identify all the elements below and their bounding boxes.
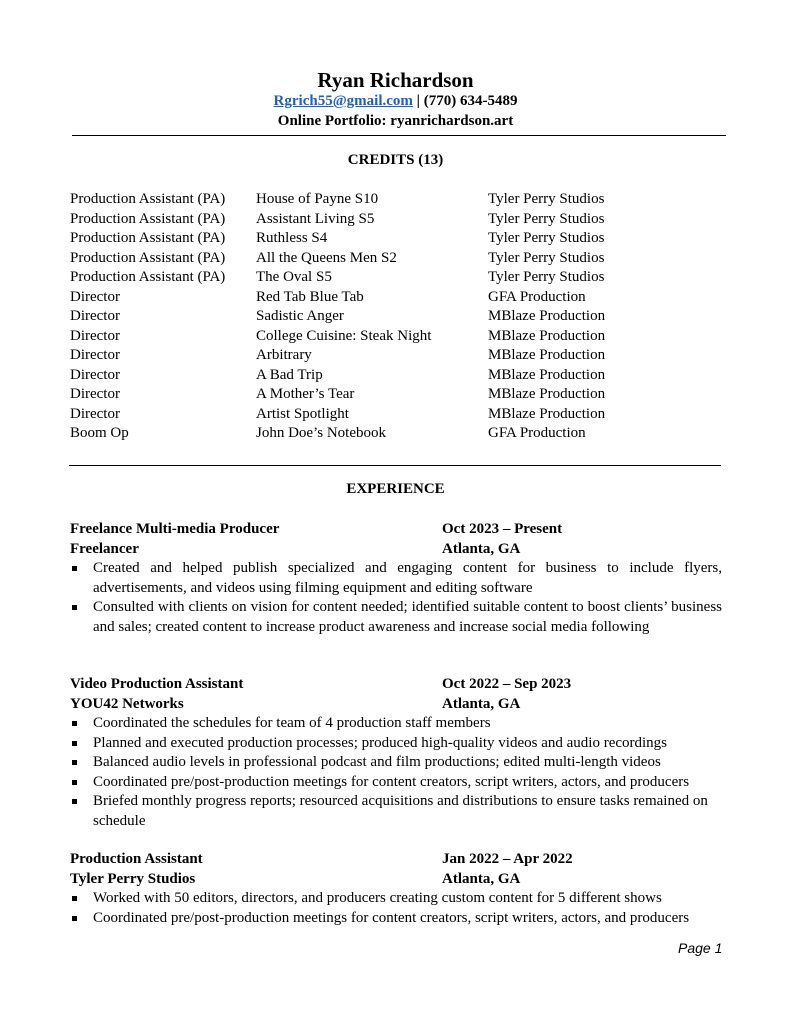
job-position: Production Assistant [70, 851, 203, 867]
credit-role: Director [70, 405, 120, 422]
credit-title: All the Queens Men S2 [256, 249, 397, 266]
bullet-icon [72, 721, 77, 726]
job-company: Tyler Perry Studios [70, 870, 196, 887]
portfolio-line: Online Portfolio: ryanrichardson.art [277, 113, 514, 129]
credit-studio: MBlaze Production [488, 405, 606, 422]
job-location: Atlanta, GA [442, 540, 521, 557]
credit-row [70, 268, 730, 288]
credit-studio: GFA Production [488, 425, 586, 441]
bullet-text: Briefed monthly progress reports; resourced acquisitions and distributions to ensure tasks remained on schedule [93, 793, 708, 829]
credit-row [70, 327, 730, 347]
credit-studio: GFA Production [488, 288, 586, 305]
credit-title: Assistant Living S5 [256, 210, 375, 227]
bullet-icon [72, 916, 77, 921]
bullet-item [70, 714, 722, 734]
bullet-item [70, 734, 722, 754]
bullet-icon [72, 566, 77, 571]
experience-heading: EXPERIENCE [346, 481, 445, 497]
credit-studio: Tyler Perry Studios [488, 269, 605, 285]
bullet-item [70, 889, 722, 909]
bullet-item [70, 773, 722, 793]
bullet-icon [72, 741, 77, 746]
experience-entry [70, 850, 722, 928]
credit-row [70, 307, 730, 327]
bullet-text: Worked with 50 editors, directors, and producers creating custom content for 5 different shows [93, 890, 662, 906]
credit-row [70, 346, 730, 366]
bullet-icon [72, 760, 77, 765]
bullet-text: Balanced audio levels in professional podcast and film productions; edited multi-length videos [93, 754, 661, 770]
credit-row [70, 366, 730, 386]
job-location: Atlanta, GA [442, 870, 521, 887]
credit-title: House of Payne S10 [256, 191, 379, 207]
bullet-icon [72, 799, 77, 804]
job-bullets [70, 714, 722, 831]
credit-title: John Doe’s Notebook [256, 425, 386, 441]
credit-role: Production Assistant (PA) [70, 249, 226, 266]
credit-title: Sadistic Anger [256, 308, 344, 324]
credit-studio: MBlaze Production [488, 347, 606, 363]
job-location: Atlanta, GA [442, 695, 521, 712]
job-company: YOU42 Networks [70, 695, 184, 712]
page-number: Page 1 [678, 940, 723, 956]
credit-role: Production Assistant (PA) [70, 230, 226, 246]
credit-role: Director [70, 288, 120, 305]
credit-role: Director [70, 347, 120, 363]
credit-row [70, 249, 730, 269]
credit-role: Production Assistant (PA) [70, 269, 226, 285]
job-dates: Jan 2022 – Apr 2022 [442, 851, 573, 867]
bullet-item [70, 598, 722, 637]
job-subheader [70, 870, 722, 890]
credit-title: A Mother’s Tear [256, 386, 355, 402]
credits-list [70, 190, 730, 444]
job-dates: Oct 2022 – Sep 2023 [442, 676, 572, 692]
credits-heading: CREDITS (13) [347, 152, 444, 168]
credit-role: Director [70, 327, 120, 344]
bullet-icon [72, 780, 77, 785]
credit-row [70, 385, 730, 405]
experience-entry [70, 520, 722, 637]
job-position: Video Production Assistant [70, 676, 244, 692]
credit-row [70, 288, 730, 308]
credit-studio: MBlaze Production [488, 308, 606, 324]
credit-row [70, 190, 730, 210]
bullet-icon [72, 605, 77, 610]
bullet-text: Created and helped publish specialized and engaging content for business to include flyers, advertisements, and videos using filming equipment and editing software [93, 560, 722, 596]
bullet-text: Consulted with clients on vision for content needed; identified suitable content to boost clients’ business and sales; created content to increase product awareness and increase social media following [93, 599, 722, 635]
credit-role: Director [70, 308, 120, 324]
credit-title: Arbitrary [256, 347, 312, 363]
credit-title: Ruthless S4 [256, 230, 328, 246]
credit-studio: MBlaze Production [488, 327, 606, 344]
credit-studio: MBlaze Production [488, 366, 606, 383]
job-header [70, 675, 722, 695]
credit-role: Production Assistant (PA) [70, 210, 226, 227]
job-company: Freelancer [70, 540, 139, 557]
credit-role: Production Assistant (PA) [70, 191, 226, 207]
credit-studio: Tyler Perry Studios [488, 230, 605, 246]
credit-studio: MBlaze Production [488, 386, 606, 402]
email-link[interactable]: Rgrich55@gmail.com [273, 93, 413, 109]
bullet-item [70, 792, 722, 831]
job-subheader [70, 540, 722, 560]
job-header [70, 850, 722, 870]
job-subheader [70, 695, 722, 715]
applicant-name: Ryan Richardson [317, 68, 474, 92]
contact-line [0, 93, 791, 110]
credit-title: The Oval S5 [256, 269, 332, 285]
credit-studio: Tyler Perry Studios [488, 249, 605, 266]
job-header [70, 520, 722, 540]
phone-number: (770) 634-5489 [423, 93, 518, 109]
credit-title: A Bad Trip [256, 366, 323, 383]
credits-divider [69, 465, 721, 466]
bullet-text: Coordinated the schedules for team of 4 production staff members [93, 715, 491, 731]
credit-row [70, 229, 730, 249]
credit-title: College Cuisine: Steak Night [256, 327, 432, 344]
credit-row [70, 424, 730, 444]
credit-role: Director [70, 386, 120, 402]
credit-title: Red Tab Blue Tab [256, 288, 364, 305]
bullet-text: Coordinated pre/post-production meetings for content creators, script writers, actors, and producers [93, 773, 690, 790]
experience-entry [70, 675, 722, 831]
bullet-text: Coordinated pre/post-production meetings for content creators, script writers, actors, and producers [93, 909, 690, 926]
job-bullets [70, 559, 722, 637]
credit-studio: Tyler Perry Studios [488, 191, 605, 207]
credit-row [70, 210, 730, 230]
credit-row [70, 405, 730, 425]
contact-separator: | [412, 93, 424, 109]
bullet-icon [72, 896, 77, 901]
bullet-text: Planned and executed production processes; produced high-quality videos and audio recordings [93, 734, 668, 751]
bullet-item [70, 909, 722, 929]
credit-studio: Tyler Perry Studios [488, 210, 605, 227]
bullet-item [70, 753, 722, 773]
header-divider [72, 135, 726, 136]
credit-title: Artist Spotlight [256, 405, 349, 422]
credit-role: Director [70, 366, 120, 383]
job-dates: Oct 2023 – Present [442, 521, 563, 537]
credit-role: Boom Op [70, 425, 129, 441]
job-position: Freelance Multi-media Producer [70, 521, 280, 537]
bullet-item [70, 559, 722, 598]
job-bullets [70, 889, 722, 928]
